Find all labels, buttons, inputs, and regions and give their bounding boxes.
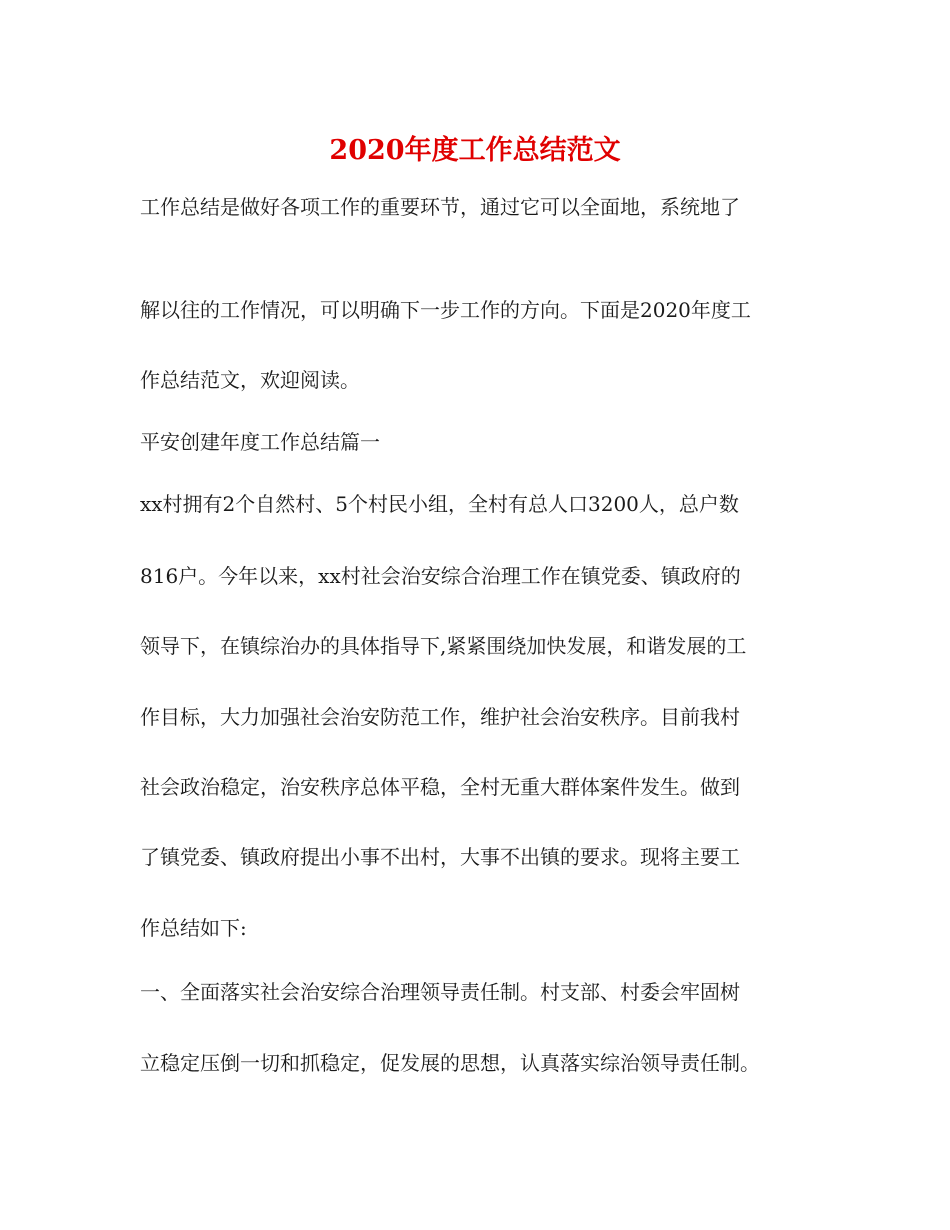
document-title: 2020年度工作总结范文 [329, 135, 621, 166]
paragraph-line: 作总结范文，欢迎阅读。 [140, 368, 360, 392]
paragraph-line: 作目标，大力加强社会治安防范工作，维护社会治安秩序。目前我村 [140, 705, 740, 729]
section-heading: 平安创建年度工作总结篇一 [140, 430, 380, 454]
paragraph-line: 一、全面落实社会治安综合治理领导责任制。村支部、村委会牢固树 [140, 980, 740, 1004]
paragraph-line: 解以往的工作情况，可以明确下一步工作的方向。下面是2020年度工 [140, 298, 751, 322]
paragraph-line: xx村拥有2个自然村、5个村民小组，全村有总人口3200人，总户数 [140, 492, 739, 516]
paragraph-line: 工作总结是做好各项工作的重要环节，通过它可以全面地，系统地了 [140, 195, 740, 219]
paragraph-line: 立稳定压倒一切和抓稳定，促发展的思想，认真落实综治领导责任制。 [140, 1051, 760, 1075]
paragraph-line: 了镇党委、镇政府提出小事不出村，大事不出镇的要求。现将主要工 [140, 845, 740, 869]
paragraph-line: 作总结如下: [140, 916, 247, 940]
paragraph-line: 816户。今年以来，xx村社会治安综合治理工作在镇党委、镇政府的 [140, 564, 741, 588]
paragraph-line: 社会政治稳定，治安秩序总体平稳，全村无重大群体案件发生。做到 [140, 775, 740, 799]
paragraph-line: 领导下，在镇综治办的具体指导下,紧紧围绕加快发展，和谐发展的工 [140, 634, 747, 658]
